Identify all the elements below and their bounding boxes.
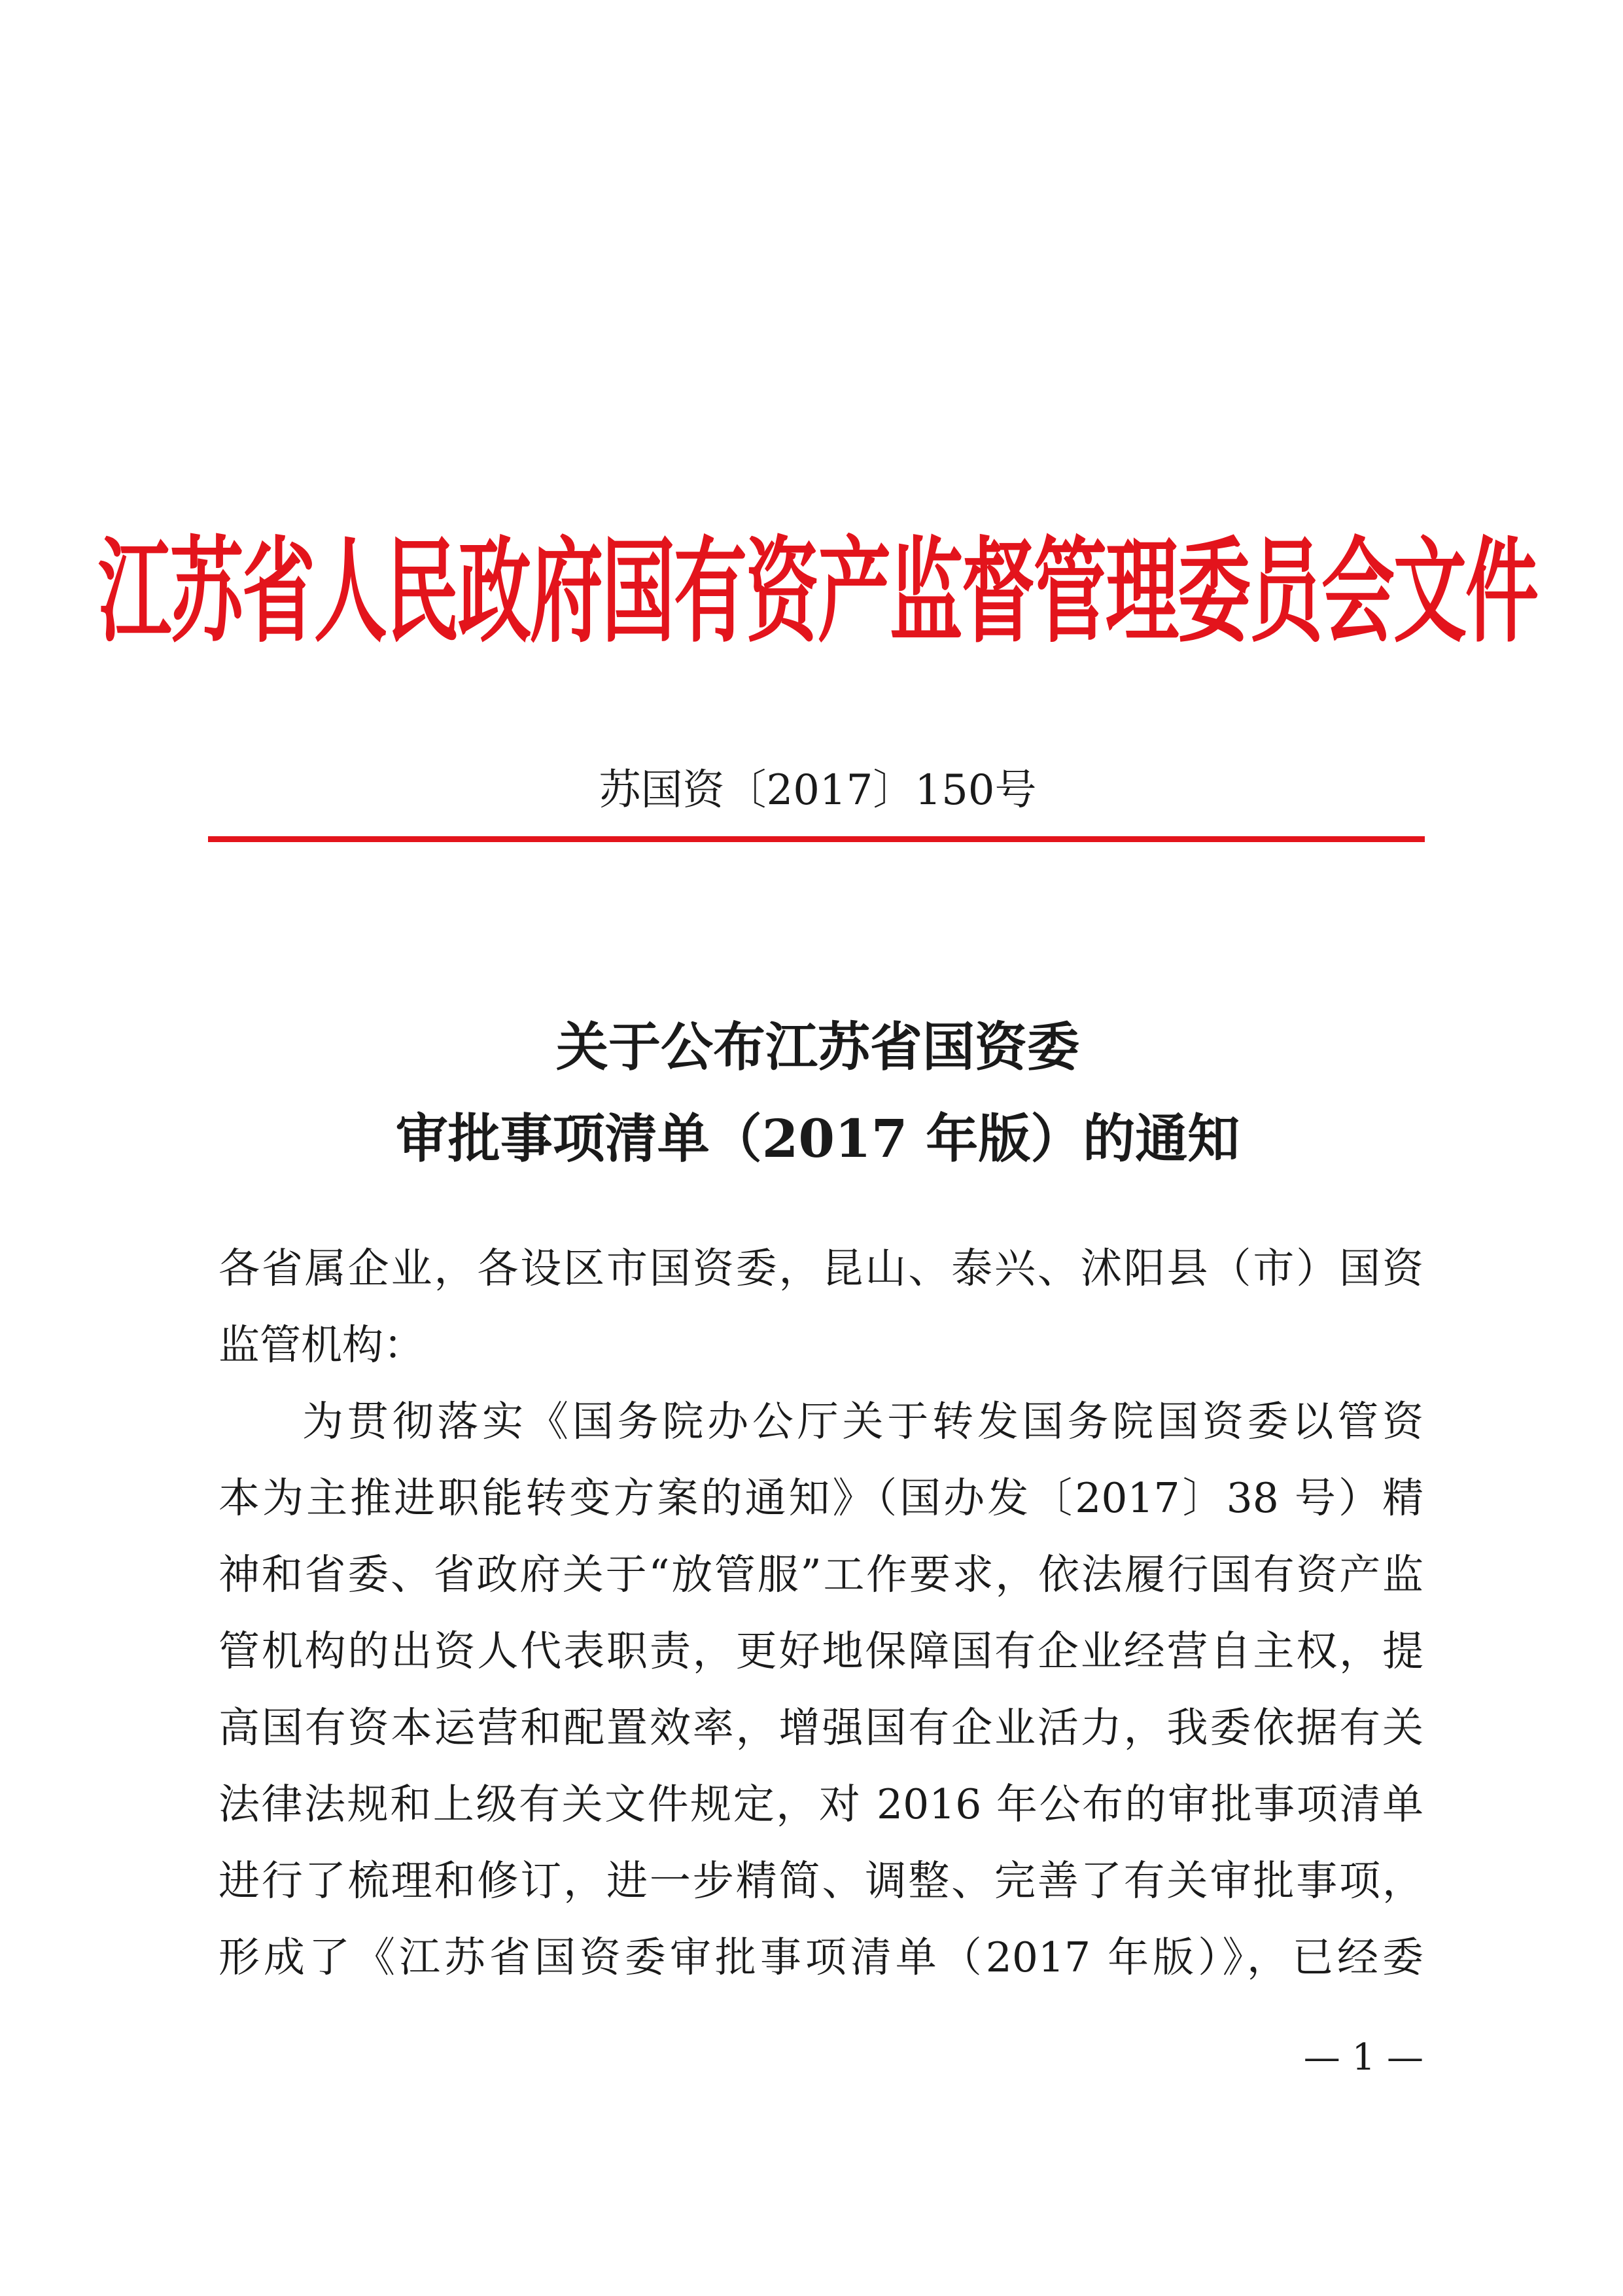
body-line: 进行了梳理和修订，进一步精简、调整、完善了有关审批事项，: [218, 1857, 1423, 1905]
body-line: 为贯彻落实《国务院办公厅关于转发国务院国资委以管资: [302, 1398, 1423, 1445]
body-line-salutation-end: 监管机构：: [218, 1321, 425, 1369]
title-line-1: 关于公布江苏省国资委: [556, 1016, 1079, 1078]
document-body: [218, 1230, 1423, 1996]
red-separator-line: [208, 836, 1425, 842]
title-line-2: 审批事项清单（2017 年版）的通知: [395, 1108, 1240, 1169]
document-masthead: 江苏省人民政府国有资产监督管理委员会文件: [98, 525, 1537, 658]
body-line-salutation: 各省属企业，各设区市国资委，昆山、泰兴、沭阳县（市）国资: [218, 1245, 1423, 1292]
body-line: 神和省委、省政府关于“放管服”工作要求，依法履行国有资产监: [218, 1551, 1423, 1598]
body-line: 高国有资本运营和配置效率，增强国有企业活力，我委依据有关: [218, 1704, 1423, 1752]
document-number: 苏国资〔2017〕150号: [599, 766, 1037, 815]
body-line: 管机构的出资人代表职责，更好地保障国有企业经营自主权，提: [218, 1627, 1423, 1675]
body-line: 形成了《江苏省国资委审批事项清单（2017 年版）》，已经委: [218, 1934, 1423, 1981]
document-title: [209, 1001, 1426, 1184]
page-number: — 1 —: [1303, 2036, 1423, 2079]
body-line: 本为主推进职能转变方案的通知》（国办发〔2017〕38 号）精: [218, 1474, 1423, 1522]
body-line: 法律法规和上级有关文件规定，对 2016 年公布的审批事项清单: [218, 1780, 1423, 1828]
